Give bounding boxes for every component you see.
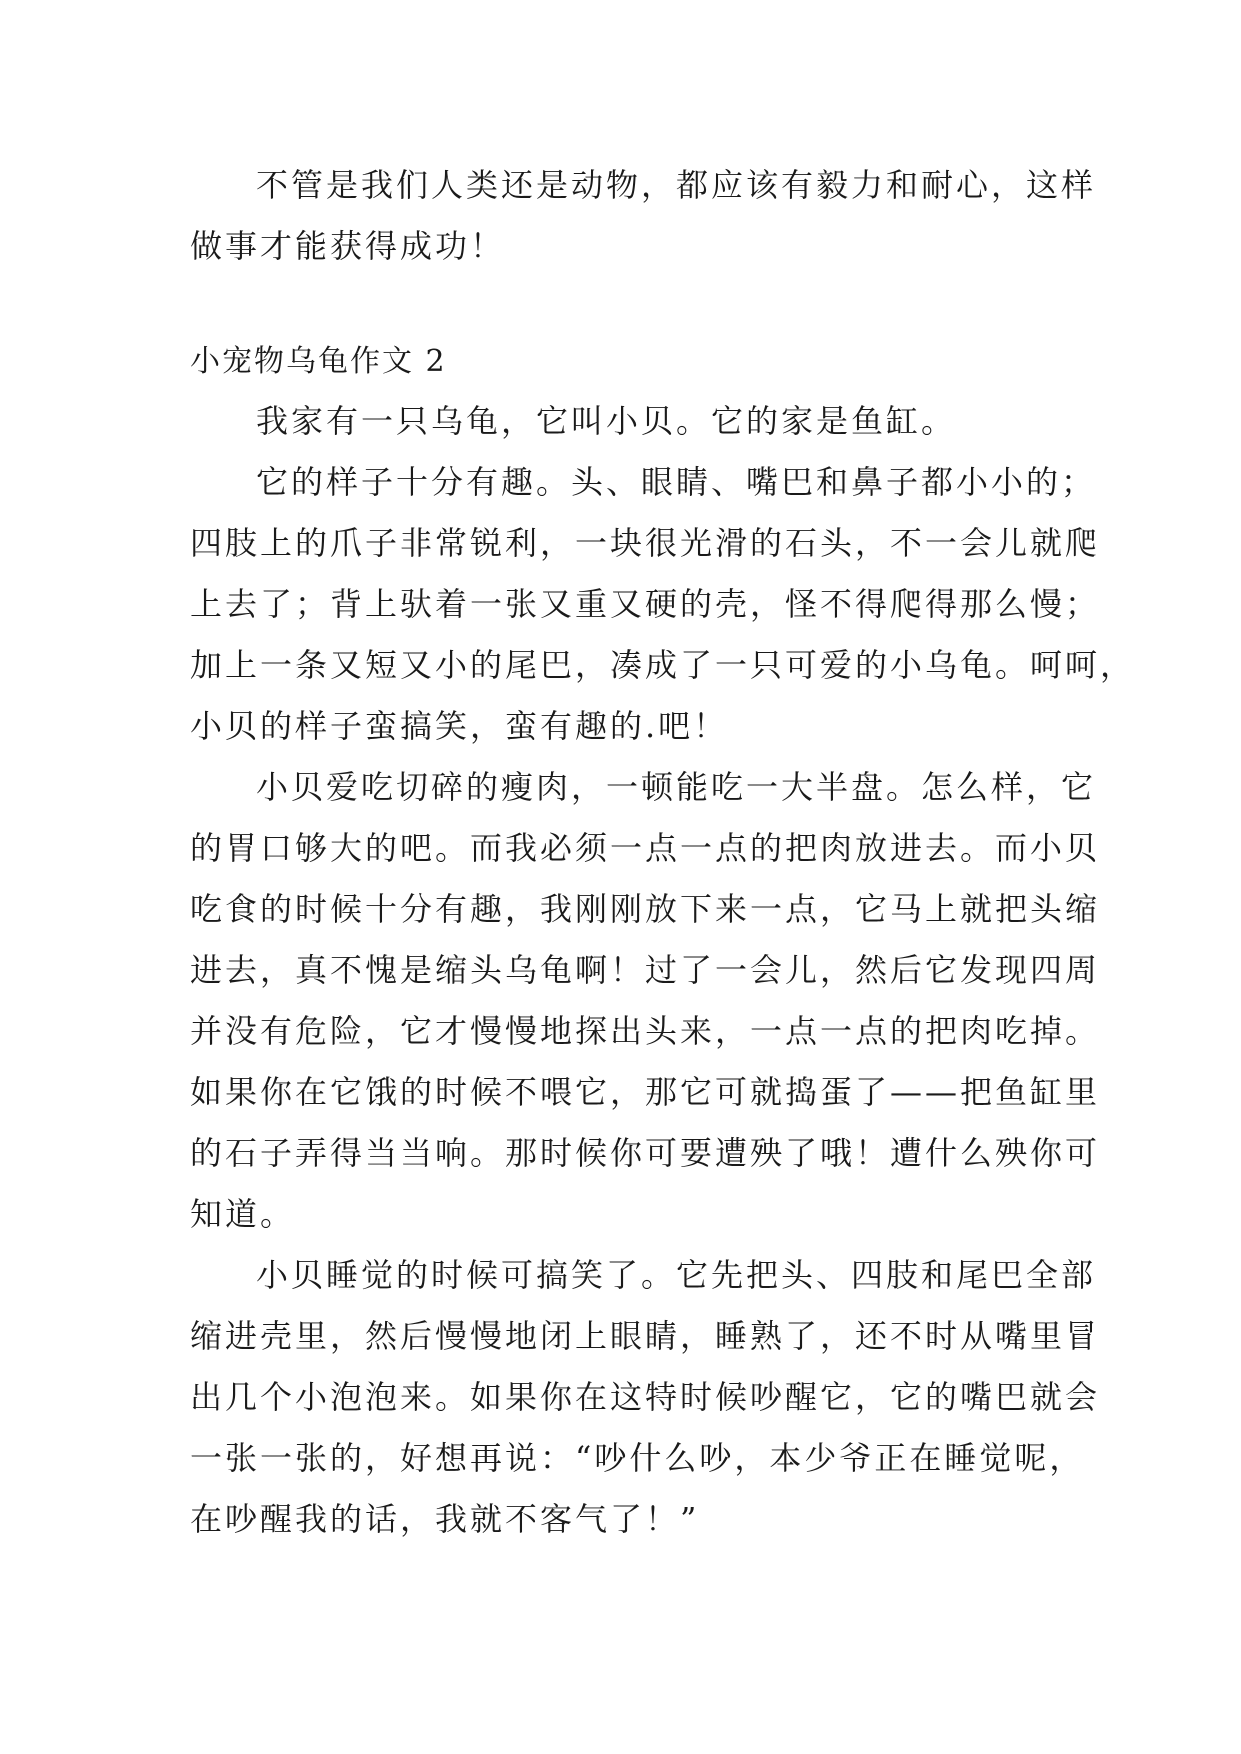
paragraph-line: 吃食的时候十分有趣，我刚刚放下来一点，它马上就把头缩 [190, 890, 1101, 928]
paragraph-line: 的石子弄得当当响。那时候你可要遭殃了哦！遭什么殃你可 [190, 1134, 1101, 1172]
paragraph-line: 小贝的样子蛮搞笑，蛮有趣的.吧！ [190, 707, 729, 745]
paragraph-line: 做事才能获得成功！ [190, 227, 506, 265]
paragraph-line: 上去了；背上驮着一张又重又硬的壳，怪不得爬得那么慢； [190, 585, 1101, 623]
paragraph-line: 小贝睡觉的时候可搞笑了。它先把头、四肢和尾巴全部 [256, 1256, 1097, 1294]
paragraph-line: 在吵醒我的话，我就不客气了！” [190, 1500, 700, 1538]
paragraph-line: 四肢上的爪子非常锐利，一块很光滑的石头，不一会儿就爬 [190, 524, 1101, 562]
paragraph-line: 它的样子十分有趣。头、眼睛、嘴巴和鼻子都小小的； [256, 463, 1097, 501]
paragraph-line: 并没有危险，它才慢慢地探出头来，一点一点的把肉吃掉。 [190, 1012, 1101, 1050]
paragraph-line: 加上一条又短又小的尾巴，凑成了一只可爱的小乌龟。呵呵， [190, 646, 1136, 684]
paragraph-line: 不管是我们人类还是动物，都应该有毅力和耐心，这样 [256, 166, 1097, 204]
paragraph-line: 小贝爱吃切碎的瘦肉，一顿能吃一大半盘。怎么样，它 [256, 768, 1097, 806]
paragraph-line: 如果你在它饿的时候不喂它，那它可就捣蛋了——把鱼缸里 [190, 1073, 1101, 1111]
paragraph-line: 我家有一只乌龟，它叫小贝。它的家是鱼缸。 [256, 402, 957, 440]
paragraph-line: 知道。 [190, 1195, 296, 1233]
paragraph-line: 进去，真不愧是缩头乌龟啊！过了一会儿，然后它发现四周 [190, 951, 1101, 989]
section-heading: 小宠物乌龟作文 2 [190, 344, 447, 379]
paragraph-line: 出几个小泡泡来。如果你在这特时候吵醒它，它的嘴巴就会 [190, 1378, 1101, 1416]
paragraph-line: 缩进壳里，然后慢慢地闭上眼睛，睡熟了，还不时从嘴里冒 [190, 1317, 1101, 1355]
paragraph-line: 一张一张的，好想再说：“吵什么吵，本少爷正在睡觉呢， [190, 1439, 1085, 1477]
paragraph-line: 的胃口够大的吧。而我必须一点一点的把肉放进去。而小贝 [190, 829, 1101, 867]
